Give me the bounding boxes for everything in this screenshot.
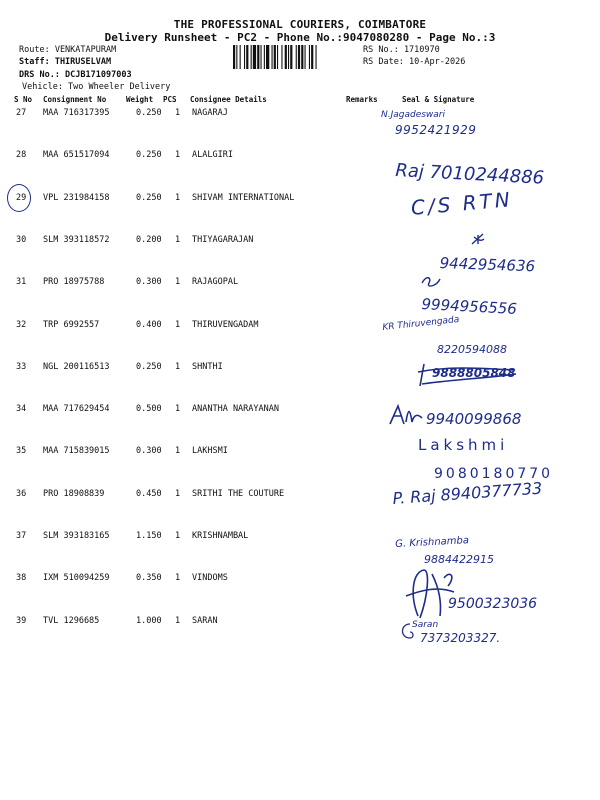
- row-consignment-no: TVL 1296685: [43, 615, 100, 626]
- row-sno: 35: [16, 446, 27, 457]
- row-weight: 0.250: [136, 108, 162, 118]
- route-label: Route: VENKATAPURAM: [19, 45, 117, 55]
- row-pcs: 1: [175, 234, 181, 245]
- row-pcs: 1: [175, 150, 181, 161]
- row-sno: 30: [16, 234, 27, 245]
- row-pcs: 1: [175, 277, 181, 288]
- col-head-consignment: Consignment No: [43, 95, 107, 104]
- signature-28: Raj 7010244886: [394, 160, 545, 189]
- signature-39-phone: 7373203327.: [420, 631, 501, 645]
- row-weight: 0.400: [136, 319, 162, 330]
- row-sno: 31: [16, 277, 27, 288]
- row-sno: 33: [16, 361, 27, 372]
- staff-label: Staff: THIRUSELVAM: [19, 57, 112, 67]
- table-row: [0, 531, 600, 573]
- row-pcs: 1: [175, 361, 181, 372]
- row-weight: 1.000: [136, 615, 162, 626]
- row-sno: 28: [16, 150, 27, 161]
- row-consignment-no: PRO 18975788: [43, 277, 105, 288]
- drs-number: DRS No.: DCJB171097003: [19, 70, 132, 80]
- barcode: [233, 45, 358, 69]
- row-weight: 0.250: [136, 192, 162, 203]
- row-consignment-no: MAA 716317395: [43, 108, 110, 118]
- row-pcs: 1: [175, 488, 181, 499]
- row-consignment-no: VPL 231984158: [43, 192, 110, 203]
- col-head-weight: Weight: [126, 95, 154, 104]
- signature-35-phone: 9080180770: [434, 466, 554, 482]
- signature-27-name: N.Jagadeswari: [381, 110, 446, 120]
- signature-34-phone: 9940099868: [426, 410, 522, 428]
- row-pcs: 1: [175, 531, 181, 541]
- row-consignee: VINDOMS: [192, 573, 228, 584]
- signature-35-name: Lakshmi: [418, 436, 509, 454]
- col-head-consignee: Consignee Details: [190, 95, 267, 104]
- row-weight: 1.150: [136, 531, 162, 541]
- row-consignment-no: IXM 510094259: [43, 573, 110, 584]
- row-weight: 0.300: [136, 277, 162, 288]
- sno-circle-mark: [7, 184, 31, 212]
- signature-32-name: KR Thiruvengada: [382, 314, 460, 333]
- row-sno: 36: [16, 488, 27, 499]
- signature-32-phone: 8220594088: [437, 343, 507, 356]
- row-pcs: 1: [175, 573, 181, 584]
- row-weight: 0.200: [136, 234, 162, 245]
- signature-29-cs-rtn: C/S RTN: [410, 187, 514, 220]
- row-sno: 29: [16, 192, 27, 203]
- row-weight: 0.250: [136, 361, 162, 372]
- row-consignee: SARAN: [192, 615, 218, 626]
- signature-38-scribble: [398, 566, 460, 622]
- row-consignee: THIYAGARAJAN: [192, 234, 254, 245]
- col-head-seal: Seal & Signature: [402, 95, 475, 104]
- row-consignee: ANANTHA NARAYANAN: [192, 404, 279, 415]
- company-title: THE PROFESSIONAL COURIERS, COIMBATORE: [173, 18, 427, 31]
- row-sno: 37: [16, 531, 27, 541]
- rs-date: RS Date: 10-Apr-2026: [363, 57, 466, 67]
- row-consignee: ALALGIRI: [192, 150, 233, 161]
- signature-37-phone: 9884422915: [424, 553, 494, 566]
- row-consignee: SHNTHI: [192, 361, 223, 372]
- row-consignment-no: PRO 18908839: [43, 488, 105, 499]
- row-weight: 0.250: [136, 150, 162, 161]
- runsheet-title: Delivery Runsheet - PC2 - Phone No.:9047080280 - Page No.:3: [104, 31, 496, 44]
- table-row: [0, 108, 600, 150]
- row-consignment-no: SLM 393118572: [43, 234, 110, 245]
- table-row: [0, 320, 600, 362]
- row-consignment-no: SLM 393183165: [43, 531, 110, 541]
- col-head-sno: S No: [14, 95, 33, 104]
- signature-36: P. Raj 8940377733: [392, 478, 543, 508]
- col-head-remarks: Remarks: [346, 95, 378, 104]
- rs-number: RS No.: 1710970: [363, 45, 440, 55]
- signature-31-phone: 9994956556: [421, 295, 518, 318]
- row-consignment-no: MAA 651517094: [43, 150, 110, 161]
- signature-37-name: G. Krishnamba: [395, 535, 470, 550]
- signature-38-phone: 9500323036: [448, 596, 538, 612]
- col-head-pcs: PCS: [163, 95, 177, 104]
- signature-33-phone: 9888805848: [432, 366, 516, 380]
- signature-39-name: Saran: [412, 620, 439, 630]
- row-weight: 0.450: [136, 488, 162, 499]
- row-pcs: 1: [175, 108, 181, 118]
- row-consignee: SHIVAM INTERNATIONAL: [192, 192, 295, 203]
- row-pcs: 1: [175, 446, 181, 457]
- vehicle-label: Vehicle: Two Wheeler Delivery: [22, 82, 171, 92]
- row-pcs: 1: [175, 192, 181, 203]
- row-sno: 27: [16, 108, 27, 118]
- signature-39-loop: [398, 620, 416, 642]
- table-row: [0, 616, 600, 658]
- row-consignee: RAJAGOPAL: [192, 277, 239, 288]
- signature-30-phone: 9442954636: [439, 254, 536, 276]
- row-consignment-no: MAA 717629454: [43, 404, 110, 415]
- row-consignment-no: TRP 6992557: [43, 319, 100, 330]
- signature-30-scribble: [470, 232, 486, 246]
- row-consignment-no: MAA 715839015: [43, 446, 110, 457]
- signature-27-phone: 9952421929: [395, 123, 477, 137]
- row-weight: 0.350: [136, 573, 162, 584]
- row-weight: 0.300: [136, 446, 162, 457]
- row-sno: 34: [16, 404, 27, 415]
- row-sno: 39: [16, 615, 27, 626]
- row-consignee: NAGARAJ: [192, 108, 228, 118]
- row-sno: 38: [16, 573, 27, 584]
- row-pcs: 1: [175, 319, 181, 330]
- row-sno: 32: [16, 319, 27, 330]
- row-consignee: KRISHNAMBAL: [192, 531, 249, 541]
- row-pcs: 1: [175, 615, 181, 626]
- signature-34-initials: [388, 404, 424, 428]
- row-consignment-no: NGL 200116513: [43, 361, 110, 372]
- row-consignee: THIRUVENGADAM: [192, 319, 259, 330]
- row-weight: 0.500: [136, 404, 162, 415]
- row-pcs: 1: [175, 404, 181, 415]
- row-consignee: LAKHSMI: [192, 446, 228, 457]
- row-consignee: SRITHI THE COUTURE: [192, 488, 285, 499]
- signature-31-scribble: [420, 275, 442, 289]
